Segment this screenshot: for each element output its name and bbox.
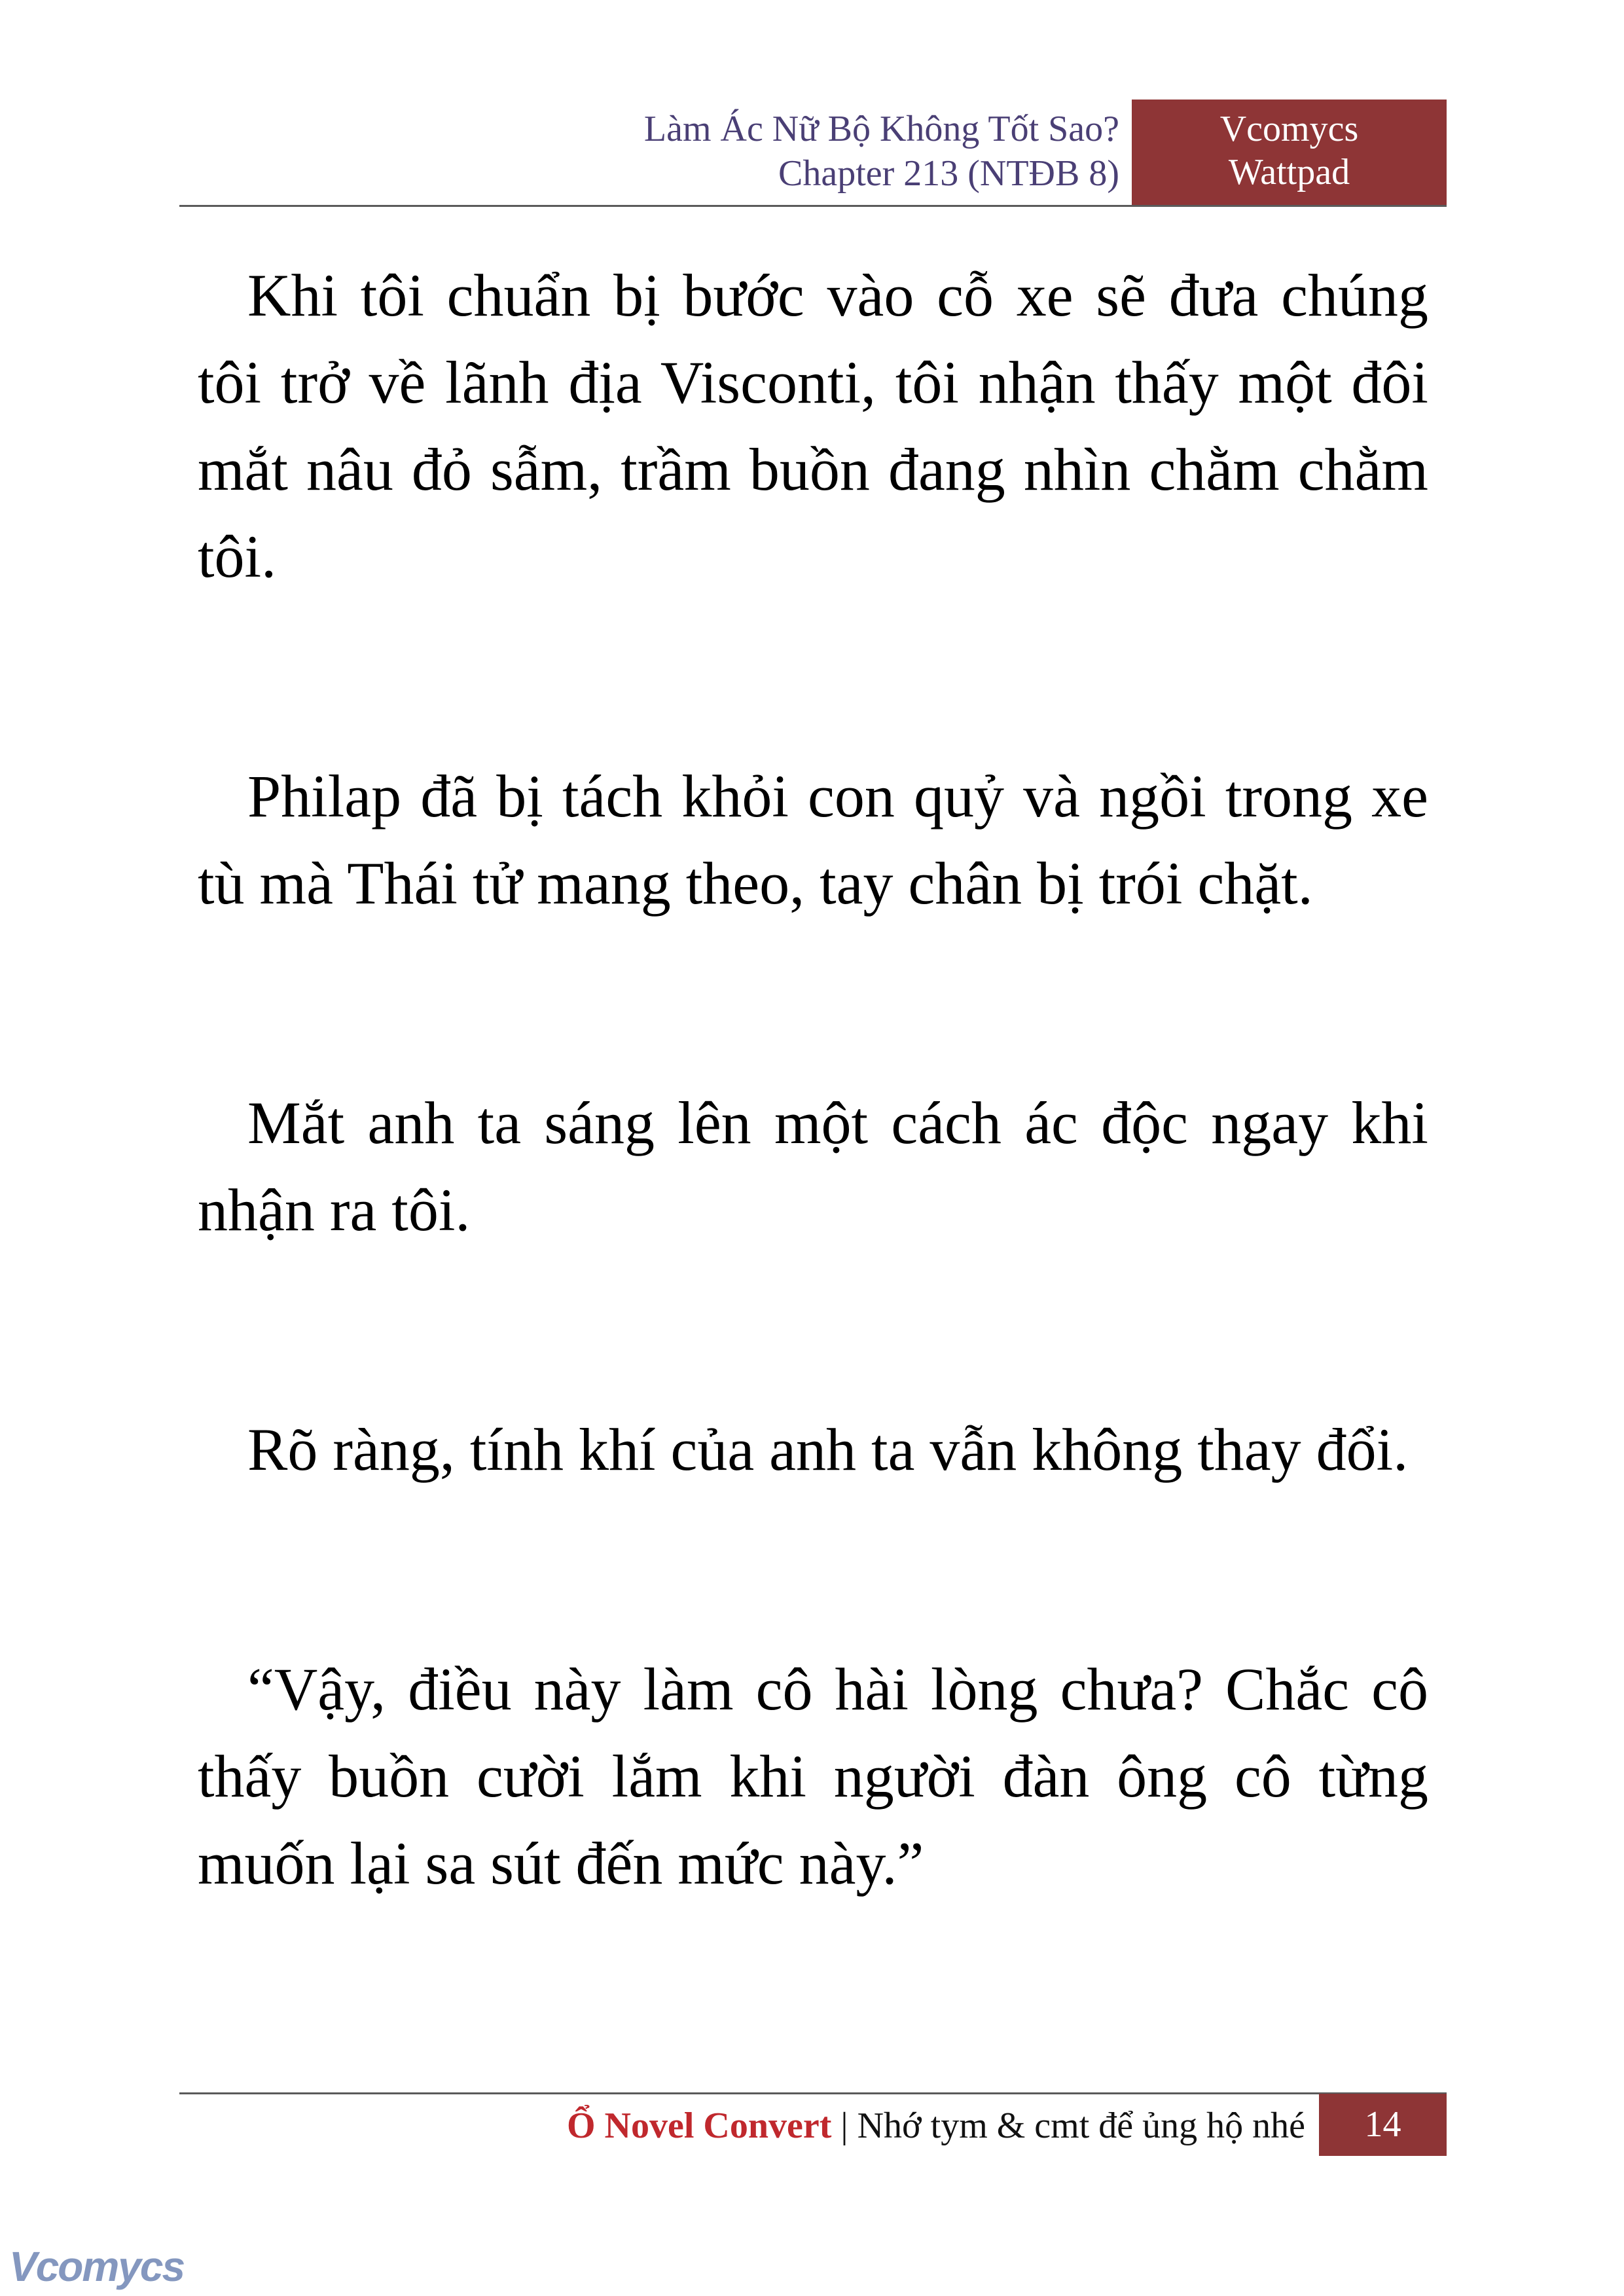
footer-message: Nhớ tym & cmt để ủng hộ nhé <box>857 2105 1305 2146</box>
footer-note <box>249 2102 1305 2150</box>
paragraph: Rõ ràng, tính khí của anh ta vẫn không thay đổi. <box>247 1416 1409 1483</box>
watermark-logo: Vcomycs <box>9 2243 185 2290</box>
running-header <box>183 107 1119 196</box>
paragraph: Mắt anh ta sáng lên một cách ác độc ngay khi nhận ra tôi. <box>198 1089 1428 1243</box>
paragraph: Philap đã bị tách khỏi con quỷ và ngồi trong xe tù mà Thái tử mang theo, tay chân bị trói chặt. <box>198 763 1428 917</box>
footer-divider <box>179 2092 1447 2094</box>
header-divider <box>179 205 1447 207</box>
source-platform: Wattpad <box>1228 152 1350 192</box>
page-number: 14 <box>1319 2094 1447 2156</box>
paragraph: “Vậy, điều này làm cô hài lòng chưa? Chắc cô thấy buồn cười lắm khi người đàn ông cô từng muốn lại sa sút đến mức này.” <box>198 1656 1428 1897</box>
footer-brand: Ổ Novel Convert <box>567 2105 832 2146</box>
chapter-label: Chapter 213 (NTĐB 8) <box>778 153 1119 194</box>
source-badge <box>1132 100 1447 206</box>
chapter-body <box>198 252 1428 1907</box>
source-name: Vcomycs <box>1219 109 1359 149</box>
paragraph: Khi tôi chuẩn bị bước vào cỗ xe sẽ đưa chúng tôi trở về lãnh địa Visconti, tôi nhận thấy một đôi mắt nâu đỏ sẫm, trầm buồn đang nhìn chằm chằm tôi. <box>198 262 1428 590</box>
book-title: Làm Ác Nữ Bộ Không Tốt Sao? <box>643 109 1119 149</box>
footer-separator: | <box>840 2105 848 2146</box>
